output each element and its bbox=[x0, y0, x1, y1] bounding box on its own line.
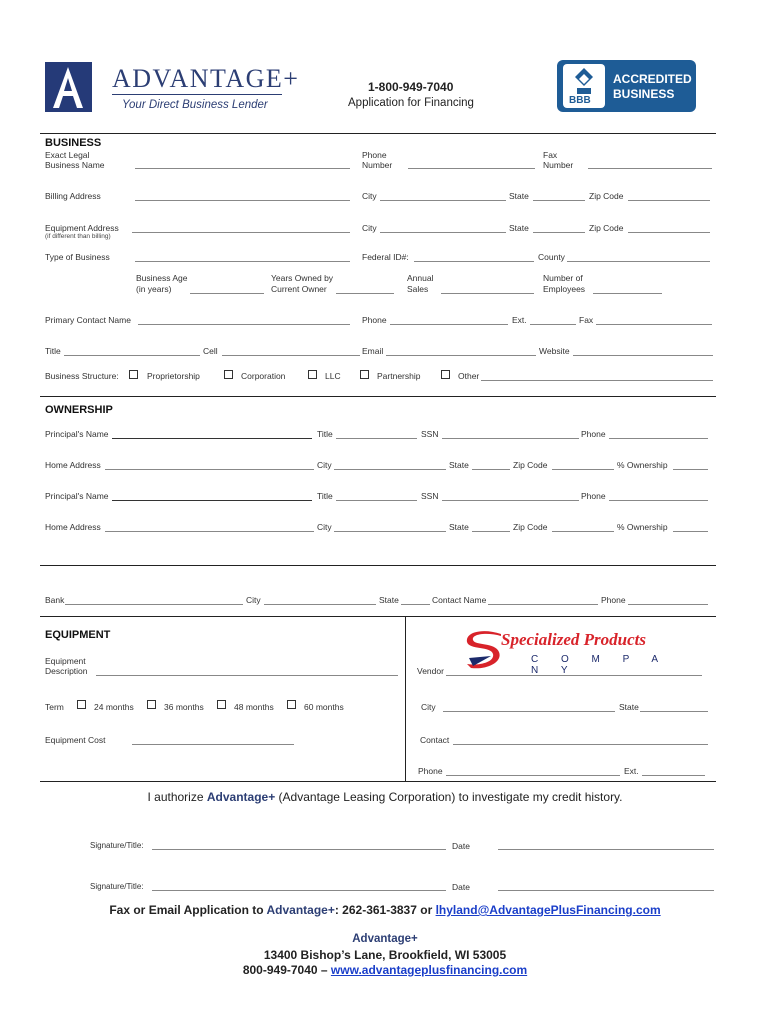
legal-name-label-2: Business Name bbox=[45, 160, 105, 170]
home-address-field-2[interactable] bbox=[105, 531, 314, 532]
proprietorship-label: Proprietorship bbox=[147, 371, 200, 381]
bank-state-label: State bbox=[379, 595, 399, 605]
home-state-label-1: State bbox=[449, 460, 469, 470]
term-36-label: 36 months bbox=[164, 702, 204, 712]
section-heading-ownership: OWNERSHIP bbox=[45, 404, 113, 416]
principal-name-field-2[interactable] bbox=[112, 500, 312, 501]
footer-brand: Advantage+ bbox=[352, 933, 418, 945]
bbb-line-2: BUSINESS bbox=[613, 87, 675, 101]
bank-field[interactable] bbox=[65, 604, 243, 605]
partnership-checkbox[interactable] bbox=[360, 370, 369, 379]
principal-ssn-label-2: SSN bbox=[421, 491, 439, 501]
contact-ext-label: Ext. bbox=[512, 315, 527, 325]
vendor-contact-label: Contact bbox=[420, 735, 450, 745]
bank-city-field[interactable] bbox=[264, 604, 376, 605]
contact-fax-label: Fax bbox=[579, 315, 594, 325]
principal-name-label-2: Principal's Name bbox=[45, 491, 109, 501]
county-label: County bbox=[538, 252, 565, 262]
billing-address-field[interactable] bbox=[135, 200, 350, 201]
county-field[interactable] bbox=[567, 261, 710, 262]
principal-ssn-label-1: SSN bbox=[421, 429, 439, 439]
principal-title-field-1[interactable] bbox=[336, 438, 417, 439]
business-fax-field[interactable] bbox=[588, 168, 712, 169]
corporation-checkbox[interactable] bbox=[224, 370, 233, 379]
vendor-ext-field[interactable] bbox=[642, 775, 705, 776]
brand-tagline: Your Direct Business Lender bbox=[122, 99, 268, 111]
fax-pre: Fax or Email Application to bbox=[109, 903, 267, 917]
home-state-label-2: State bbox=[449, 522, 469, 532]
website-field[interactable] bbox=[573, 355, 713, 356]
signature-label-2: Signature/Title: bbox=[90, 882, 144, 891]
fax-number-label-1: Fax bbox=[543, 150, 558, 160]
federal-id-field[interactable] bbox=[414, 261, 534, 262]
billing-zip-label: Zip Code bbox=[589, 191, 624, 201]
equipment-address-label: Equipment Address bbox=[45, 223, 119, 233]
llc-label: LLC bbox=[325, 371, 341, 381]
contact-ext-field[interactable] bbox=[530, 324, 576, 325]
equipment-cost-label: Equipment Cost bbox=[45, 735, 106, 745]
contact-phone-field[interactable] bbox=[390, 324, 508, 325]
equipment-description-field[interactable] bbox=[96, 675, 398, 676]
bank-city-label: City bbox=[246, 595, 261, 605]
equipment-zip-field[interactable] bbox=[628, 232, 710, 233]
home-city-field-1[interactable] bbox=[334, 469, 446, 470]
ownership-pct-label-1: % Ownership bbox=[617, 460, 668, 470]
term-24-checkbox[interactable] bbox=[77, 700, 86, 709]
vendor-contact-field[interactable] bbox=[453, 744, 708, 745]
section-rule-bank bbox=[40, 565, 716, 566]
section-rule-authorization bbox=[40, 781, 716, 782]
business-age-field[interactable] bbox=[190, 293, 264, 294]
principal-title-field-2[interactable] bbox=[336, 500, 417, 501]
term-36-checkbox[interactable] bbox=[147, 700, 156, 709]
ownership-pct-field-2[interactable] bbox=[673, 531, 708, 532]
bank-phone-field[interactable] bbox=[628, 604, 708, 605]
vendor-label: Vendor bbox=[417, 666, 444, 676]
vendor-phone-label: Phone bbox=[418, 766, 443, 776]
equipment-description-label-1: Equipment bbox=[45, 656, 86, 666]
vendor-state-field[interactable] bbox=[640, 711, 708, 712]
employees-label-2: Employees bbox=[543, 284, 586, 294]
equipment-city-field[interactable] bbox=[380, 232, 506, 233]
primary-contact-field[interactable] bbox=[138, 324, 350, 325]
swoosh-s-logo-icon bbox=[461, 628, 505, 670]
brand-name: ADVANTAGE+ bbox=[112, 64, 300, 93]
bank-state-field[interactable] bbox=[401, 604, 430, 605]
vendor-state-label: State bbox=[619, 702, 639, 712]
principal-ssn-field-1[interactable] bbox=[442, 438, 579, 439]
vendor-field[interactable] bbox=[446, 675, 702, 676]
federal-id-label: Federal ID#: bbox=[362, 252, 409, 262]
bank-phone-label: Phone bbox=[601, 595, 626, 605]
advantage-logo-mark bbox=[45, 62, 92, 112]
signature-label-1: Signature/Title: bbox=[90, 841, 144, 850]
employees-field[interactable] bbox=[593, 293, 662, 294]
billing-state-field[interactable] bbox=[533, 200, 585, 201]
annual-sales-field[interactable] bbox=[441, 293, 534, 294]
principal-phone-field-2[interactable] bbox=[609, 500, 708, 501]
bbb-torch-icon bbox=[563, 64, 605, 108]
billing-state-label: State bbox=[509, 191, 529, 201]
date-label-1: Date bbox=[452, 841, 470, 851]
section-rule-business bbox=[40, 133, 716, 134]
bbb-line-1: ACCREDITED bbox=[613, 72, 692, 86]
years-owned-label-2: Current Owner bbox=[271, 284, 327, 294]
ownership-pct-field-1[interactable] bbox=[673, 469, 708, 470]
authorization-pre: I authorize bbox=[147, 790, 207, 804]
bank-label: Bank bbox=[45, 595, 65, 605]
cell-field[interactable] bbox=[222, 355, 360, 356]
signature-field-1[interactable] bbox=[152, 849, 446, 850]
vendor-ext-label: Ext. bbox=[624, 766, 639, 776]
title-field[interactable] bbox=[64, 355, 200, 356]
bbb-mark-text: BBB bbox=[569, 95, 591, 106]
term-48-checkbox[interactable] bbox=[217, 700, 226, 709]
fax-number-label-2: Number bbox=[543, 160, 574, 170]
legal-name-label-1: Exact Legal bbox=[45, 150, 90, 160]
term-label: Term bbox=[45, 702, 64, 712]
contact-fax-field[interactable] bbox=[596, 324, 712, 325]
vendor-logo-company: C O M P A N Y bbox=[531, 654, 668, 676]
email-label: Email bbox=[362, 346, 384, 356]
years-owned-label-1: Years Owned by bbox=[271, 273, 334, 283]
employees-label-1: Number of bbox=[543, 273, 583, 283]
term-60-checkbox[interactable] bbox=[287, 700, 296, 709]
vendor-phone-field[interactable] bbox=[446, 775, 620, 776]
term-24-label: 24 months bbox=[94, 702, 134, 712]
vendor-logo-name: Specialized Products bbox=[501, 630, 646, 649]
brand-divider bbox=[112, 94, 282, 95]
bbb-accredited-badge bbox=[557, 60, 696, 112]
partnership-label: Partnership bbox=[377, 371, 421, 381]
contact-phone-label: Phone bbox=[362, 315, 387, 325]
annual-sales-label-1: Annual bbox=[407, 273, 434, 283]
billing-zip-field[interactable] bbox=[628, 200, 710, 201]
primary-contact-label: Primary Contact Name bbox=[45, 315, 131, 325]
other-structure-field[interactable] bbox=[481, 380, 713, 381]
term-48-label: 48 months bbox=[234, 702, 274, 712]
equipment-description-label-2: Description bbox=[45, 666, 88, 676]
if-different-note: (if different than billing) bbox=[45, 233, 111, 240]
section-rule-equipment bbox=[40, 616, 716, 617]
equipment-city-label: City bbox=[362, 223, 377, 233]
business-age-label-1: Business Age bbox=[136, 273, 188, 283]
email-field[interactable] bbox=[386, 355, 536, 356]
signature-field-2[interactable] bbox=[152, 890, 446, 891]
date-field-2[interactable] bbox=[498, 890, 714, 891]
home-zip-field-2[interactable] bbox=[552, 531, 614, 532]
home-zip-label-1: Zip Code bbox=[513, 460, 548, 470]
principal-ssn-field-2[interactable] bbox=[442, 500, 579, 501]
bank-contact-field[interactable] bbox=[488, 604, 598, 605]
equipment-address-field[interactable] bbox=[132, 232, 350, 233]
date-label-2: Date bbox=[452, 882, 470, 892]
principal-title-label-1: Title bbox=[317, 429, 333, 439]
equipment-vendor-divider bbox=[405, 616, 406, 781]
business-phone-field[interactable] bbox=[408, 168, 535, 169]
footer-address: 13400 Bishop’s Lane, Brookfield, WI 53005 bbox=[263, 948, 507, 962]
website-link[interactable]: www.advantageplusfinancing.com bbox=[330, 963, 528, 977]
authorization-statement bbox=[0, 790, 770, 804]
proprietorship-checkbox[interactable] bbox=[129, 370, 138, 379]
home-city-field-2[interactable] bbox=[334, 531, 446, 532]
llc-checkbox[interactable] bbox=[308, 370, 317, 379]
specialized-products-logo bbox=[461, 626, 691, 676]
principal-title-label-2: Title bbox=[317, 491, 333, 501]
website-label: Website bbox=[539, 346, 570, 356]
form-subtitle: Application for Financing bbox=[348, 97, 474, 109]
billing-address-label: Billing Address bbox=[45, 191, 101, 201]
vendor-city-field[interactable] bbox=[443, 711, 615, 712]
business-age-label-2: (in years) bbox=[136, 284, 172, 294]
home-address-label-2: Home Address bbox=[45, 522, 101, 532]
section-heading-business: BUSINESS bbox=[45, 137, 102, 149]
section-rule-ownership bbox=[40, 396, 716, 397]
principal-phone-label-2: Phone bbox=[581, 491, 606, 501]
fax-brand: Advantage+ bbox=[266, 903, 335, 917]
title-label: Title bbox=[45, 346, 61, 356]
legal-name-field[interactable] bbox=[135, 168, 350, 169]
home-address-field-1[interactable] bbox=[105, 469, 314, 470]
email-link[interactable]: lhyland@AdvantagePlusFinancing.com bbox=[435, 903, 661, 917]
home-state-field-1[interactable] bbox=[472, 469, 510, 470]
date-field-1[interactable] bbox=[498, 849, 714, 850]
annual-sales-label-2: Sales bbox=[407, 284, 429, 294]
years-owned-field[interactable] bbox=[336, 293, 394, 294]
header-phone: 1-800-949-7040 bbox=[368, 80, 454, 94]
principal-phone-field-1[interactable] bbox=[609, 438, 708, 439]
authorization-brand: Advantage+ bbox=[206, 790, 276, 804]
fax-number: : 262-361-3837 or bbox=[334, 903, 436, 917]
phone-number-label-1: Phone bbox=[362, 150, 387, 160]
corporation-label: Corporation bbox=[241, 371, 286, 381]
submission-instructions bbox=[0, 903, 770, 917]
principal-name-label-1: Principal's Name bbox=[45, 429, 109, 439]
billing-city-field[interactable] bbox=[380, 200, 506, 201]
letter-a-logo-icon bbox=[45, 62, 92, 112]
other-label: Other bbox=[458, 371, 480, 381]
cell-label: Cell bbox=[203, 346, 218, 356]
phone-number-label-2: Number bbox=[362, 160, 393, 170]
business-structure-label: Business Structure: bbox=[45, 371, 119, 381]
home-zip-field-1[interactable] bbox=[552, 469, 614, 470]
vendor-city-label: City bbox=[421, 702, 436, 712]
equipment-zip-label: Zip Code bbox=[589, 223, 624, 233]
principal-name-field-1[interactable] bbox=[112, 438, 312, 439]
home-zip-label-2: Zip Code bbox=[513, 522, 548, 532]
footer-phone: 800-949-7040 – bbox=[242, 963, 331, 977]
equipment-state-label: State bbox=[509, 223, 529, 233]
equipment-state-field[interactable] bbox=[533, 232, 585, 233]
type-of-business-field[interactable] bbox=[135, 261, 350, 262]
footer-contact bbox=[0, 963, 770, 977]
term-60-label: 60 months bbox=[304, 702, 344, 712]
section-heading-equipment: EQUIPMENT bbox=[45, 629, 111, 641]
ownership-pct-label-2: % Ownership bbox=[617, 522, 668, 532]
principal-phone-label-1: Phone bbox=[581, 429, 606, 439]
authorization-post: (Advantage Leasing Corporation) to investigate my credit history. bbox=[275, 790, 623, 804]
bank-contact-label: Contact Name bbox=[432, 595, 487, 605]
billing-city-label: City bbox=[362, 191, 377, 201]
home-address-label-1: Home Address bbox=[45, 460, 101, 470]
home-state-field-2[interactable] bbox=[472, 531, 510, 532]
other-checkbox[interactable] bbox=[441, 370, 450, 379]
home-city-label-1: City bbox=[317, 460, 332, 470]
home-city-label-2: City bbox=[317, 522, 332, 532]
type-of-business-label: Type of Business bbox=[45, 252, 110, 262]
equipment-cost-field[interactable] bbox=[132, 744, 294, 745]
